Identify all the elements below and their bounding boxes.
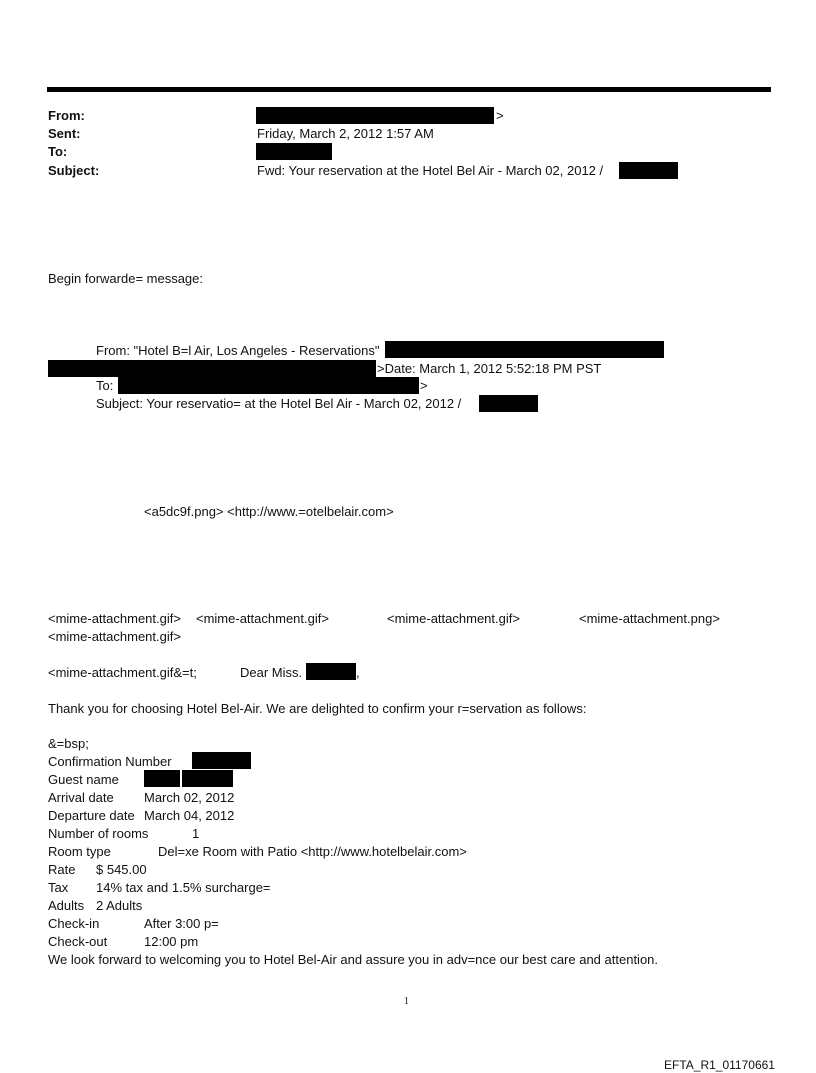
fwd-to-label: To:	[96, 378, 114, 393]
tax-label: Tax	[48, 880, 69, 895]
sent-label: Sent:	[48, 126, 81, 141]
fwd-to-suffix: >	[420, 378, 428, 393]
attachment-4: <mime-attachment.png>	[579, 611, 720, 626]
fwd-date: >Date: March 1, 2012 5:52:18 PM PST	[377, 361, 602, 376]
adults-label: Adults	[48, 898, 85, 913]
redaction-dear-name	[306, 663, 356, 680]
attachment-5: <mime-attachment.gif>	[48, 629, 181, 644]
to-label: To:	[48, 144, 68, 159]
rooms-label: Number of rooms	[48, 826, 149, 841]
from-label: From:	[48, 108, 85, 123]
dear-comma: ,	[356, 665, 360, 680]
confirmation-label: Confirmation Number	[48, 754, 172, 769]
sent-value: Friday, March 2, 2012 1:57 AM	[257, 126, 434, 141]
fwd-from: From: "Hotel B=l Air, Los Angeles - Reservations"	[96, 343, 380, 358]
redaction-confirmation	[192, 752, 251, 769]
arrival-value: March 02, 2012	[144, 790, 235, 805]
tax-value: 14% tax and 1.5% surcharge=	[96, 880, 271, 895]
checkout-label: Check-out	[48, 934, 108, 949]
rate-value: $ 545.00	[96, 862, 147, 877]
departure-value: March 04, 2012	[144, 808, 235, 823]
checkin-value: After 3:00 p=	[144, 916, 219, 931]
room-type-value: Del=xe Room with Patio <http://www.hotelbelair.com>	[158, 844, 467, 859]
arrival-label: Arrival date	[48, 790, 114, 805]
redaction-fwd-to	[118, 377, 419, 394]
header-rule	[47, 87, 771, 92]
redaction-fwd-from-cont	[48, 360, 376, 377]
rooms-value: 1	[192, 826, 200, 841]
redaction-to	[256, 143, 332, 160]
attachment-3: <mime-attachment.gif>	[387, 611, 520, 626]
closing-line: We look forward to welcoming you to Hotel Bel-Air and assure you in adv=nce our best care and attention.	[48, 952, 659, 967]
adults-value: 2 Adults	[96, 898, 143, 913]
begin-forwarded: Begin forwarde= message:	[48, 271, 204, 286]
checkin-label: Check-in	[48, 916, 100, 931]
attachment-2: <mime-attachment.gif>	[196, 611, 329, 626]
bates-number: EFTA_R1_01170661	[664, 1058, 775, 1072]
attachment-gif-amp: <mime-attachment.gif&=t;	[48, 665, 197, 680]
redaction-fwd-subject	[479, 395, 538, 412]
subject-label: Subject:	[48, 163, 100, 178]
redaction-guest-last	[182, 770, 233, 787]
attachment-1: <mime-attachment.gif>	[48, 611, 181, 626]
thank-you: Thank you for choosing Hotel Bel-Air. We are delighted to confirm your r=servation as follows:	[48, 701, 587, 716]
guest-label: Guest name	[48, 772, 119, 787]
redaction-subject	[619, 162, 678, 179]
subject-value: Fwd: Your reservation at the Hotel Bel Air - March 02, 2012 /	[257, 163, 604, 178]
fwd-subject: Subject: Your reservatio= at the Hotel Bel Air - March 02, 2012 /	[96, 396, 462, 411]
checkout-value: 12:00 pm	[144, 934, 199, 949]
from-suffix: >	[496, 108, 504, 123]
redaction-from	[256, 107, 494, 124]
nbsp-line: &=bsp;	[48, 736, 89, 751]
logo-line: <a5dc9f.png> <http://www.=otelbelair.com>	[144, 504, 394, 519]
rate-label: Rate	[48, 862, 76, 877]
redaction-guest-first	[144, 770, 180, 787]
redaction-fwd-from	[385, 341, 664, 358]
room-type-label: Room type	[48, 844, 111, 859]
departure-label: Departure date	[48, 808, 135, 823]
page-number: 1	[404, 996, 409, 1007]
dear-line: Dear Miss.	[240, 665, 303, 680]
